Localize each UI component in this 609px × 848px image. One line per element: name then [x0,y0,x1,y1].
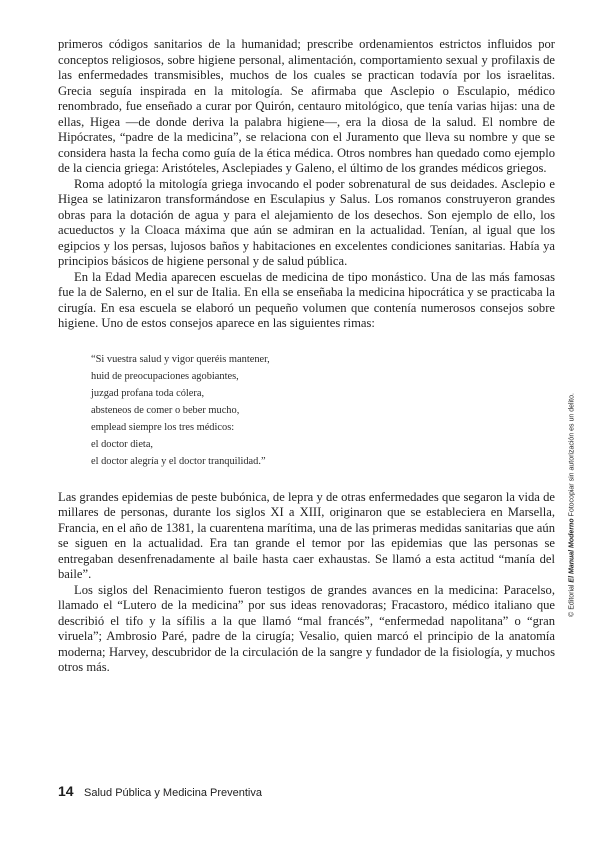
paragraph: Las grandes epidemias de peste bubónica, de lepra y de otras enfermedades que segaron la vida de millares de personas, durante los siglos XI a XIII, originaron que se estableciera en Marsella, Francia, en el año de 1381, la cuarentena marítima, una de las primeras medidas sanitarias que aún se siguen en la actualidad. Era tan grande el temor por las epidemias que las personas se entregaban desenfrenadamente al baile hasta caer exhaustas. Se llamó a esta actitud “manía del baile”. [58,489,555,581]
copyright-notice [569,393,576,617]
verse-line: emplead siempre los tres médicos: [91,421,235,433]
running-footer-title: Salud Pública y Medicina Preventiva [84,787,262,799]
paragraph: Roma adoptó la mitología griega invocando el poder sobrenatural de sus deidades. Asclepio e Higea se latinizaron transformándose en Esculapius y Salus. Los romanos construyeron grandes obras para la dotación de agua y para el alejamiento de los desechos. Son ejemplo de ello, los acueductos y la Cloaca máxima que aún se admiran en la actualidad. Tenían, al igual que los egipcios y los persas, lujosos baños y habitaciones en excelentes condiciones sanitarias. Había ya principios básicos de higiene personal y de salud pública. [58,176,555,268]
verse-line: el doctor alegría y el doctor tranquilidad.” [91,455,266,467]
page-footer [58,783,262,801]
paragraph: primeros códigos sanitarios de la humanidad; prescribe ordenamientos estrictos influidos por conceptos religiosos, sobre higiene personal, alimentación, comportamiento sexual y profilaxis de las enfermedades transmisibles, muchos de los cuales se practican todavía por los israelitas. Grecia seguía inspirada en la mitología. Se afirmaba que Asclepio o Esculapio, médico renombrado, fue enseñado a curar por Quirón, centauro mitológico, que tenía varias hijas: una de ellas, Higea —de donde deriva la palabra higiene—, era la diosa de la salud. El nombre de Hipócrates, “padre de la medicina”, se relaciona con el Juramento que lleva su nombre y que se considera hasta la fecha como guía de la ética médica. Otros nombres han quedado como ejemplo de la ciencia griega: Aristóteles, Asclepiades y Galeno, el último de los grandes médicos griegos. [58,37,555,175]
verse-line: el doctor dieta, [91,438,154,450]
copyright-suffix: Fotocopiar sin autorización es un delito. [568,393,576,519]
page-body [58,37,555,676]
text-block-before-verse [58,37,555,332]
copyright-prefix: © Editorial [568,582,576,617]
paragraph: Los siglos del Renacimiento fueron testigos de grandes avances en la medicina: Paracelso, llamado el “Lutero de la medicina” por sus ideas renovadoras; Fracastoro, médico italiano que describió el tifo y la sífilis a la que llamó “mal francés”, “enfermedad napolitana” o “gran viruela”; Ambrosio Paré, padre de la cirugía; Vesalio, quien marcó el principio de la anatomía moderna; Harvey, descubridor de la circulación de la sangre y fundador de la fisiología, y muchos otros más. [58,582,555,674]
text-block-after-verse [58,490,555,676]
verse-line: absteneos de comer o beber mucho, [91,404,240,416]
verse-line: juzgad profana toda cólera, [91,387,205,399]
verse-line: huid de preocupaciones agobiantes, [91,370,239,382]
paragraph: En la Edad Media aparecen escuelas de medicina de tipo monástico. Una de las más famosas fue la de Salerno, en el sur de Italia. En ella se enseñaba la medicina hipocrática y se practicaba la cirugía. En esa escuela se elaboró un pequeño volumen que contenía numerosos consejos sobre higiene. Uno de estos consejos aparece en las siguientes rimas: [58,269,555,330]
verse-quote [91,351,555,470]
page-number: 14 [58,783,74,799]
copyright-publisher: El Manual Moderno [568,518,576,583]
verse-line: “Si vuestra salud y vigor queréis mantener, [91,353,270,365]
